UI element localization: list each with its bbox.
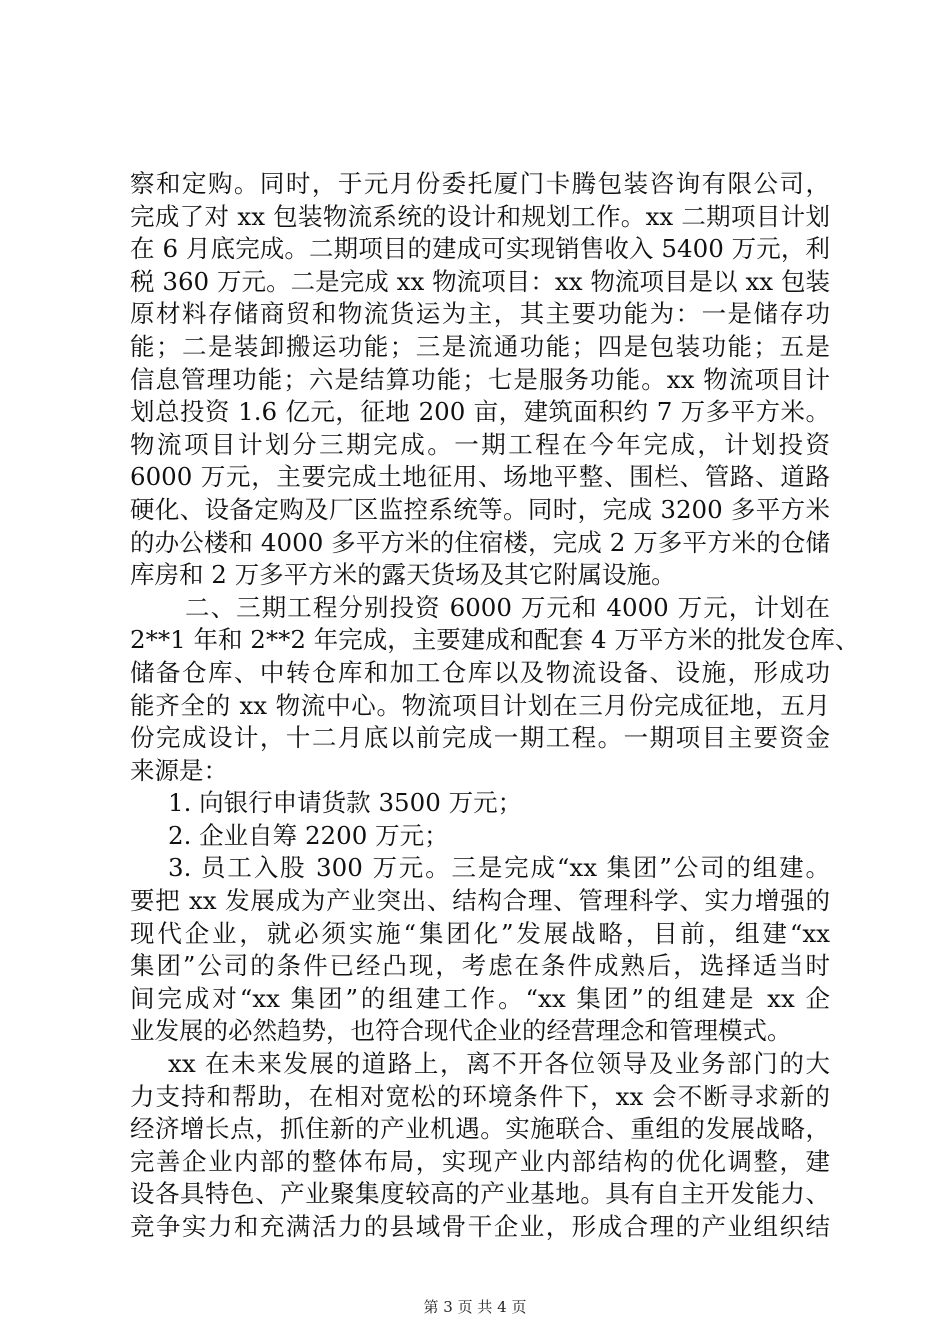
text-line: 经济增长点，抓住新的产业机遇。实施联合、重组的发展战略， (130, 1114, 830, 1144)
text-line: 的办公楼和 4000 多平方米的住宿楼，完成 2 万多平方米的仓储 (130, 527, 830, 557)
text-line: 业发展的必然趋势，也符合现代企业的经营理念和管理模式。 (130, 1016, 792, 1046)
text-line: xx 在未来发展的道路上，离不开各位领导及业务部门的大 (168, 1049, 830, 1079)
text-line: 现代企业，就必须实施“集团化”发展战略，目前，组建“xx (130, 918, 830, 948)
page-number-footer: 第 3 页 共 4 页 (423, 1298, 527, 1316)
text-line: 划总投资 1.6 亿元，征地 200 亩，建筑面积约 7 万多平方米。 (130, 397, 830, 427)
text-line: 来源是： (130, 755, 228, 785)
list-item: 3. 员工入股 300 万元。三是完成“xx 集团”公司的组建。 (168, 853, 830, 883)
text-line: 竞争实力和充满活力的县域骨干企业，形成合理的产业组织结 (130, 1212, 830, 1241)
text-line: 间完成对“xx 集团”的组建工作。“xx 集团”的组建是 xx 企 (130, 983, 830, 1013)
document-body (130, 168, 860, 1244)
text-line: 集团”公司的条件已经凸现，考虑在条件成熟后，选择适当时 (130, 951, 830, 981)
text-line: 原材料存储商贸和物流货运为主，其主要功能为：一是储存功 (130, 299, 830, 329)
list-item: 2. 企业自筹 2200 万元； (168, 820, 449, 850)
text-line: 税 360 万元。二是完成 xx 物流项目：xx 物流项目是以 xx 包装 (130, 266, 830, 296)
text-line: 能齐全的 xx 物流中心。物流项目计划在三月份完成征地，五月 (130, 690, 830, 720)
text-line: 物流项目计划分三期完成。一期工程在今年完成，计划投资 (130, 429, 830, 459)
text-line: 完成了对 xx 包装物流系统的设计和规划工作。xx 二期项目计划 (130, 201, 830, 231)
text-line: 察和定购。同时，于元月份委托厦门卡腾包装咨询有限公司， (130, 169, 830, 198)
text-line: 份完成设计，十二月底以前完成一期工程。一期项目主要资金 (130, 723, 830, 753)
list-item: 1. 向银行申请货款 3500 万元； (168, 788, 523, 818)
text-line: 力支持和帮助，在相对宽松的环境条件下，xx 会不断寻求新的 (130, 1081, 830, 1111)
text-line: 硬化、设备定购及厂区监控系统等。同时，完成 3200 多平方米 (130, 494, 830, 524)
text-line: 二、三期工程分别投资 6000 万元和 4000 万元，计划在 (185, 592, 830, 622)
text-line: 设各具特色、产业聚集度较高的产业基地。具有自主开发能力、 (130, 1179, 830, 1209)
text-line: 6000 万元，主要完成土地征用、场地平整、围栏、管路、道路 (130, 462, 830, 492)
text-line: 库房和 2 万多平方米的露天货场及其它附属设施。 (130, 560, 676, 590)
text-line: 在 6 月底完成。二期项目的建成可实现销售收入 5400 万元，利 (130, 234, 830, 264)
text-line: 信息管理功能；六是结算功能；七是服务功能。xx 物流项目计 (130, 364, 830, 394)
text-line: 要把 xx 发展成为产业突出、结构合理、管理科学、实力增强的 (130, 886, 830, 916)
text-line: 储备仓库、中转仓库和加工仓库以及物流设备、设施，形成功 (130, 657, 830, 687)
text-line: 完善企业内部的整体布局，实现产业内部结构的优化调整，建 (130, 1146, 830, 1176)
text-line: 能；二是装卸搬运功能；三是流通功能；四是包装功能；五是 (130, 331, 830, 361)
text-line: 2**1 年和 2**2 年完成，主要建成和配套 4 万平方米的批发仓库、 (130, 625, 860, 655)
